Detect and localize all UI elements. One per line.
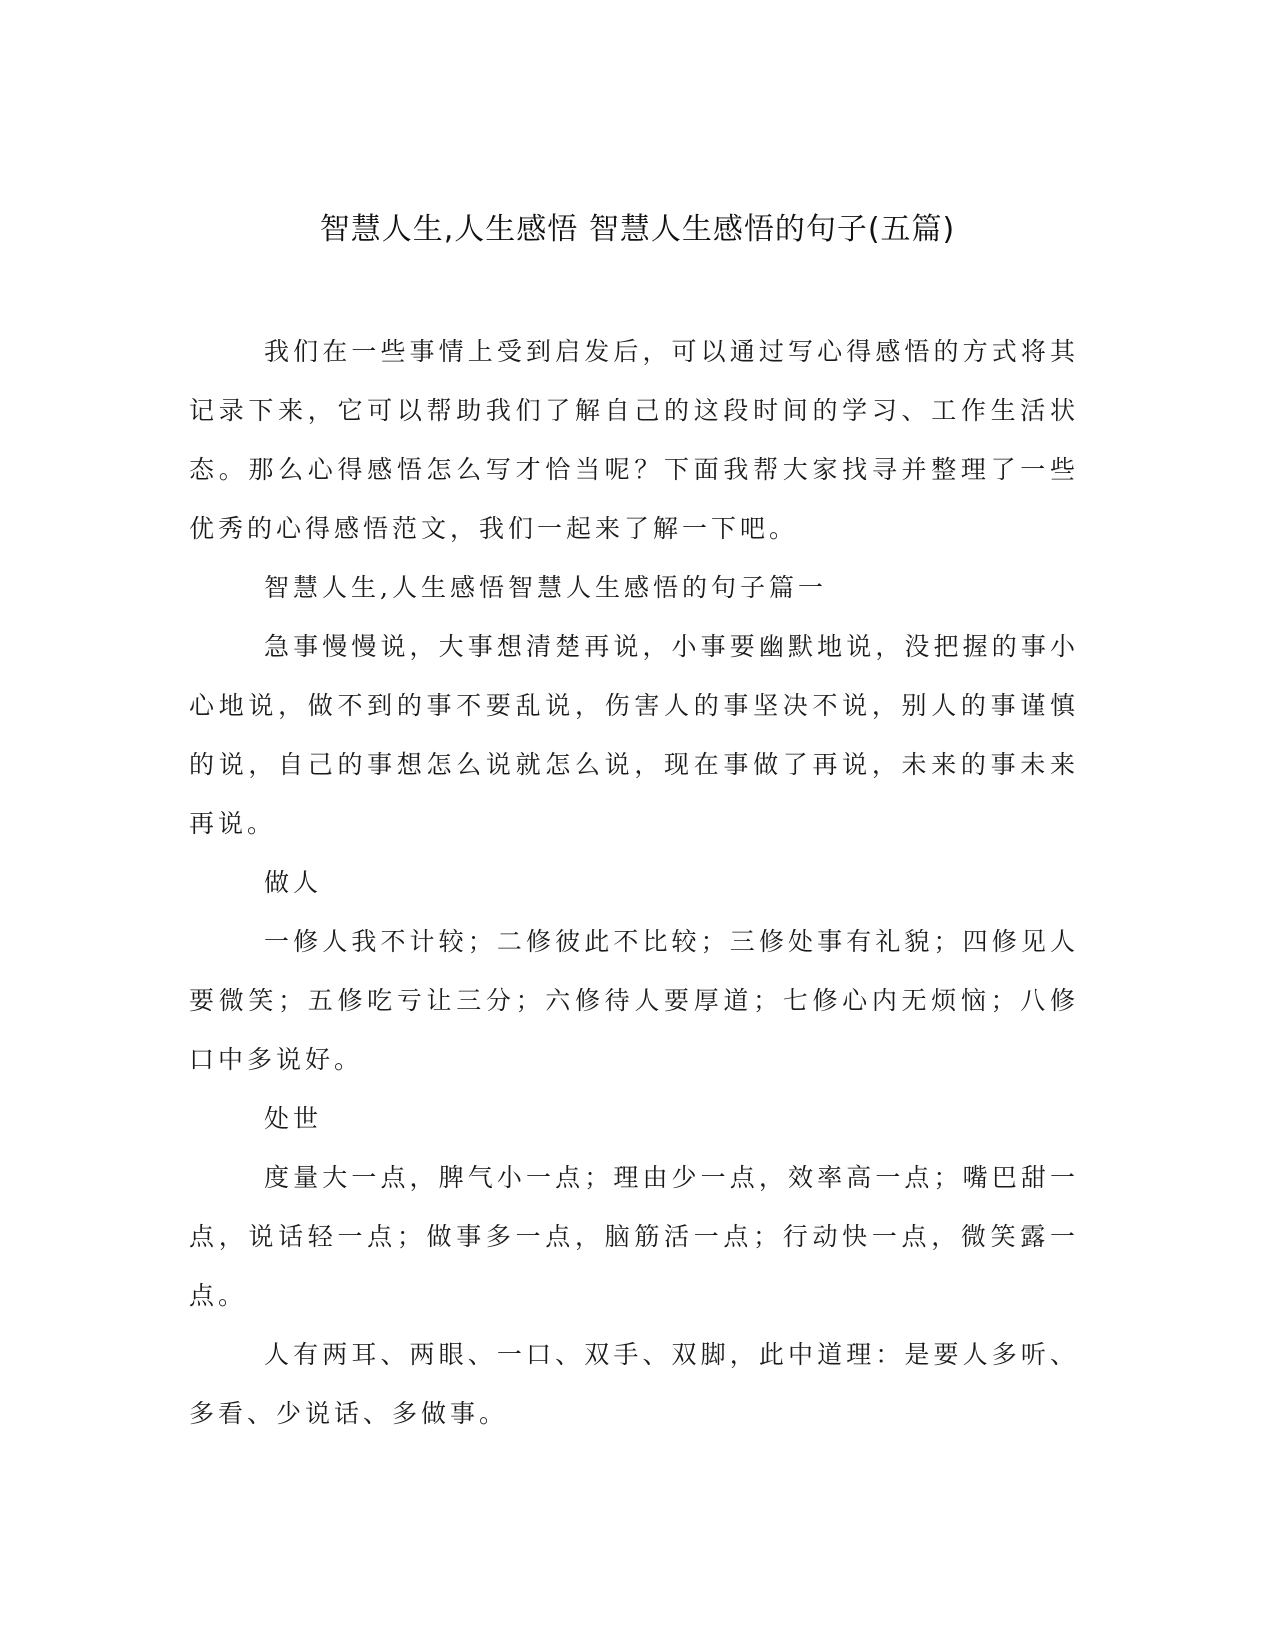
document-body xyxy=(189,322,1079,1443)
eight-cultivations-paragraph: 一修人我不计较；二修彼此不比较；三修处事有礼貌；四修见人要微笑；五修吃亏让三分；六修待人要厚道；七修心内无烦恼；八修口中多说好。 xyxy=(189,927,1079,1074)
subheading-dealing-with-world: 处世 xyxy=(264,1104,323,1133)
intro-paragraph: 我们在一些事情上受到启发后，可以通过写心得感悟的方式将其记录下来，它可以帮助我们了解自己的这段时间的学习、工作生活状态。那么心得感悟怎么写才恰当呢？下面我帮大家找寻并整理了一些优秀的心得感悟范文，我们一起来了解一下吧。 xyxy=(189,337,1079,543)
ears-eyes-paragraph: 人有两耳、两眼、一口、双手、双脚，此中道理：是要人多听、多看、少说话、多做事。 xyxy=(189,1340,1079,1428)
section-heading-part-one: 智慧人生,人生感悟智慧人生感悟的句子篇一 xyxy=(264,573,827,602)
a-little-more-paragraph: 度量大一点，脾气小一点；理由少一点，效率高一点；嘴巴甜一点，说话轻一点；做事多一点，脑筋活一点；行动快一点，微笑露一点。 xyxy=(189,1163,1079,1310)
speaking-advice-paragraph: 急事慢慢说，大事想清楚再说，小事要幽默地说，没把握的事小心地说，做不到的事不要乱说，伤害人的事坚决不说，别人的事谨慎的说，自己的事想怎么说就怎么说，现在事做了再说，未来的事未来再说。 xyxy=(189,632,1079,838)
document-title: 智慧人生,人生感悟 智慧人生感悟的句子(五篇) xyxy=(319,212,956,247)
subheading-conduct: 做人 xyxy=(264,868,323,897)
